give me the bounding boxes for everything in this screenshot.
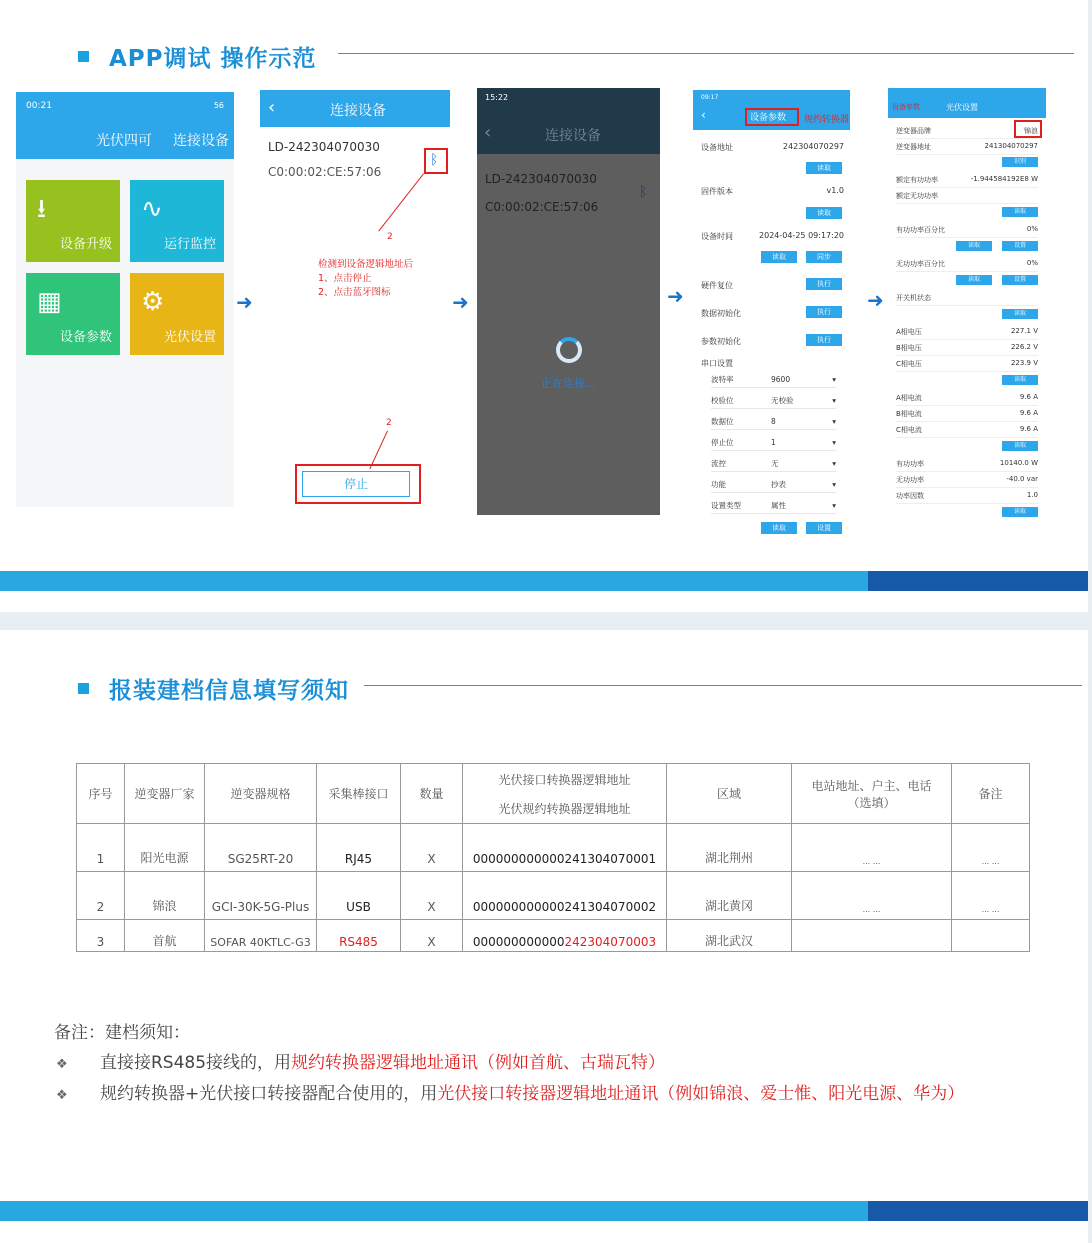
highlight-box bbox=[745, 108, 799, 126]
device-mac: C0:00:02:CE:57:06 bbox=[485, 200, 599, 214]
tile-run-monitor[interactable] bbox=[130, 180, 224, 262]
col-header-station: 电站地址、户主、电话 （选填） bbox=[792, 764, 952, 824]
col-header: 区域 bbox=[667, 764, 792, 824]
header-red-label: 设备参数 bbox=[892, 103, 920, 111]
brand-row: 逆变器品牌 锦浪 bbox=[896, 126, 1038, 139]
ic-row: C相电流 9.6 A bbox=[896, 425, 1038, 438]
slide-filing-notes bbox=[0, 630, 1088, 1243]
slide-app-demo bbox=[0, 0, 1088, 612]
p-row: 有功功率 10140.0 W bbox=[896, 459, 1038, 472]
col-header-addr: 光伏接口转换器逻辑地址 光伏规约转换器逻辑地址 bbox=[463, 764, 667, 824]
rated-q-row: 额定无功功率 bbox=[896, 191, 1038, 204]
addr-row: 逆变器地址 241304070297 bbox=[896, 142, 1038, 155]
back-icon[interactable]: ‹ bbox=[268, 97, 276, 118]
pf-row: 功率因数 1.0 bbox=[896, 491, 1038, 504]
status-time: 15:22 bbox=[485, 93, 509, 102]
device-name: LD-242304070030 bbox=[485, 172, 597, 186]
connect-device-link[interactable]: 连接设备 bbox=[173, 133, 229, 149]
serial-label: 串口设置 bbox=[701, 359, 733, 368]
battery-level: 56 bbox=[213, 101, 224, 110]
ia-row: A相电流 9.6 A bbox=[896, 393, 1038, 406]
connect-title: 连接设备 bbox=[545, 128, 601, 144]
serial-stopbits[interactable]: 停止位 1 ▾ bbox=[711, 435, 836, 451]
set-button[interactable]: 设置 bbox=[1002, 241, 1038, 251]
onoff-row: 开关机状态 bbox=[896, 293, 1038, 306]
serial-baud[interactable]: 波特率 9600 ▾ bbox=[711, 372, 836, 388]
read-button[interactable]: 读取 bbox=[1002, 507, 1038, 517]
phone-home-screen bbox=[16, 92, 234, 507]
connect-header bbox=[260, 90, 450, 127]
pv-header bbox=[888, 88, 1046, 118]
read-button[interactable]: 读取 bbox=[1002, 309, 1038, 319]
notes-title: 备注：建档须知： bbox=[54, 1023, 190, 1043]
instruction-text: 检测到设备逻辑地址后 1、点击停止 2、点击蓝牙图标 bbox=[318, 259, 414, 298]
section-title bbox=[78, 672, 349, 705]
set-button[interactable]: 设置 bbox=[1002, 275, 1038, 285]
bullet-icon: ❖ bbox=[56, 1088, 68, 1103]
table-row: 2 锦浪 GCI-30K-5G-Plus USB X 000000000000241304070002 湖北黄冈 ... ... ... ... bbox=[77, 872, 1030, 920]
tile-label: 光伏设置 bbox=[163, 330, 216, 345]
ib-row: B相电流 9.6 A bbox=[896, 409, 1038, 422]
serial-settype[interactable]: 设置类型 属性 ▾ bbox=[711, 498, 836, 514]
bluetooth-icon[interactable]: ᛒ bbox=[430, 152, 439, 168]
bluetooth-icon: ᛒ bbox=[639, 184, 648, 200]
read-button[interactable]: 读取 bbox=[761, 251, 797, 263]
arrow-right-icon: ➜ bbox=[667, 284, 684, 308]
arrow-right-icon: ➜ bbox=[867, 288, 884, 312]
note-item: ❖ 直接接RS485接线的，用规约转换器逻辑地址通讯（例如首航、古瑞瓦特） bbox=[56, 1053, 666, 1073]
status-time: 00:21 bbox=[26, 101, 52, 111]
read-button[interactable]: 读取 bbox=[956, 275, 992, 285]
exec-button[interactable]: 执行 bbox=[806, 334, 842, 346]
gear-icon: ⚙ bbox=[141, 287, 165, 317]
read-button[interactable]: 读取 bbox=[806, 207, 842, 219]
rated-p-row: 额定有功功率 -1.944584192E8 W bbox=[896, 175, 1038, 188]
col-header: 备注 bbox=[952, 764, 1030, 824]
exec-button[interactable]: 执行 bbox=[806, 278, 842, 290]
section-title bbox=[78, 40, 317, 73]
col-header: 数量 bbox=[401, 764, 463, 824]
status-time: 09:17 bbox=[701, 94, 719, 101]
q-pct-row: 无功功率百分比 0% bbox=[896, 259, 1038, 272]
exec-button[interactable]: 执行 bbox=[806, 306, 842, 318]
table-row: 1 阳光电源 SG25RT-20 RJ45 X 000000000000241304070001 湖北荆州 ... ... ... ... bbox=[77, 824, 1030, 872]
col-header: 采集棒接口 bbox=[317, 764, 401, 824]
read-button[interactable]: 读取 bbox=[1002, 207, 1038, 217]
footer-bar bbox=[0, 1201, 1088, 1221]
title-marker bbox=[78, 683, 89, 694]
annotation-text: 规约转换器 bbox=[804, 115, 850, 125]
q-row: 无功功率 -40.0 var bbox=[896, 475, 1038, 488]
read-button[interactable]: 读取 bbox=[761, 522, 797, 534]
phone-connect-device bbox=[260, 90, 450, 510]
highlight-box bbox=[424, 148, 448, 174]
tab-device-params[interactable]: 设备参数 bbox=[750, 113, 787, 123]
app-header bbox=[16, 92, 234, 159]
device-mac: C0:00:02:CE:57:06 bbox=[268, 165, 382, 179]
tile-device-params[interactable] bbox=[26, 273, 120, 355]
data-init-row: 数据初始化 bbox=[701, 309, 741, 318]
vc-row: C相电压 223.9 V bbox=[896, 359, 1038, 372]
read-button[interactable]: 读取 bbox=[806, 162, 842, 174]
set-button[interactable]: 设置 bbox=[806, 522, 842, 534]
vb-row: B相电压 226.2 V bbox=[896, 343, 1038, 356]
p-pct-row: 有功功率百分比 0% bbox=[896, 225, 1038, 238]
tile-pv-settings[interactable] bbox=[130, 273, 224, 355]
serial-databits[interactable]: 数据位 8 ▾ bbox=[711, 414, 836, 430]
read-button[interactable]: 读取 bbox=[1002, 375, 1038, 385]
pointer-line bbox=[378, 173, 424, 231]
phone-device-params bbox=[693, 90, 850, 542]
app-title: 光伏四可 bbox=[96, 133, 152, 149]
connecting-text: 正在连接... bbox=[541, 377, 596, 390]
phone-connecting bbox=[477, 88, 660, 515]
tile-label: 运行监控 bbox=[163, 237, 216, 252]
arrow-right-icon: ➜ bbox=[452, 290, 469, 314]
table-header-row bbox=[77, 764, 1030, 824]
title-marker bbox=[78, 51, 89, 62]
section-title-text: 报装建档信息填写须知 bbox=[109, 678, 349, 704]
blocks-icon: ▦ bbox=[37, 287, 62, 317]
col-header: 逆变器厂家 bbox=[125, 764, 205, 824]
device-addr-row: 设备地址 242304070297 bbox=[701, 142, 844, 152]
read-button[interactable]: 读取 bbox=[956, 241, 992, 251]
spinner-icon bbox=[556, 337, 582, 363]
tile-label: 设备升级 bbox=[59, 237, 112, 252]
pulse-icon: ∿ bbox=[141, 194, 163, 224]
identify-button[interactable]: 识别 bbox=[1002, 157, 1038, 167]
stop-button[interactable]: 停止 bbox=[302, 471, 410, 497]
bullet-icon: ❖ bbox=[56, 1057, 68, 1072]
serial-parity[interactable]: 校验位 无校验 ▾ bbox=[711, 393, 836, 409]
download-icon: ⭳ bbox=[37, 194, 47, 224]
col-header: 逆变器规格 bbox=[205, 764, 317, 824]
phone-pv-settings bbox=[888, 88, 1046, 528]
serial-flow[interactable]: 流控 无 ▾ bbox=[711, 456, 836, 472]
device-name[interactable]: LD-242304070030 bbox=[268, 140, 380, 154]
connect-title: 连接设备 bbox=[330, 103, 386, 119]
param-init-row: 参数初始化 bbox=[701, 337, 741, 346]
tile-label: 设备参数 bbox=[59, 330, 112, 345]
back-icon: ‹ bbox=[484, 122, 492, 143]
read-button[interactable]: 读取 bbox=[1002, 441, 1038, 451]
title-rule bbox=[364, 685, 1082, 686]
filing-table bbox=[76, 763, 1030, 952]
back-icon[interactable]: ‹ bbox=[701, 108, 706, 122]
footer-bar bbox=[0, 571, 1088, 591]
tile-device-upgrade[interactable] bbox=[26, 180, 120, 262]
serial-function[interactable]: 功能 抄表 ▾ bbox=[711, 477, 836, 493]
step-marker: 2 bbox=[386, 418, 392, 428]
hw-reset-row: 硬件复位 bbox=[701, 281, 733, 290]
step-marker: 2 bbox=[387, 232, 393, 242]
time-row: 设备时间 2024-04-25 09:17:20 bbox=[701, 231, 844, 241]
pv-title: 光伏设置 bbox=[946, 103, 978, 112]
sync-button[interactable]: 同步 bbox=[806, 251, 842, 263]
section-title-text: APP调试 操作示范 bbox=[109, 46, 317, 72]
arrow-right-icon: ➜ bbox=[236, 290, 253, 314]
col-header: 序号 bbox=[77, 764, 125, 824]
firmware-row: 固件版本 v1.0 bbox=[701, 186, 844, 196]
va-row: A相电压 227.1 V bbox=[896, 327, 1038, 340]
highlight-box bbox=[1014, 120, 1042, 138]
table-row: 3 首航 SOFAR 40KTLC-G3 RS485 X 000000000000242304070003 湖北武汉 bbox=[77, 920, 1030, 952]
title-rule bbox=[338, 53, 1074, 54]
note-item: ❖ 规约转换器+光伏接口转接器配合使用的，用光伏接口转接器逻辑地址通讯（例如锦浪、爱士惟、阳光电源、华为） bbox=[56, 1084, 965, 1104]
connect-header-dim bbox=[477, 88, 660, 154]
